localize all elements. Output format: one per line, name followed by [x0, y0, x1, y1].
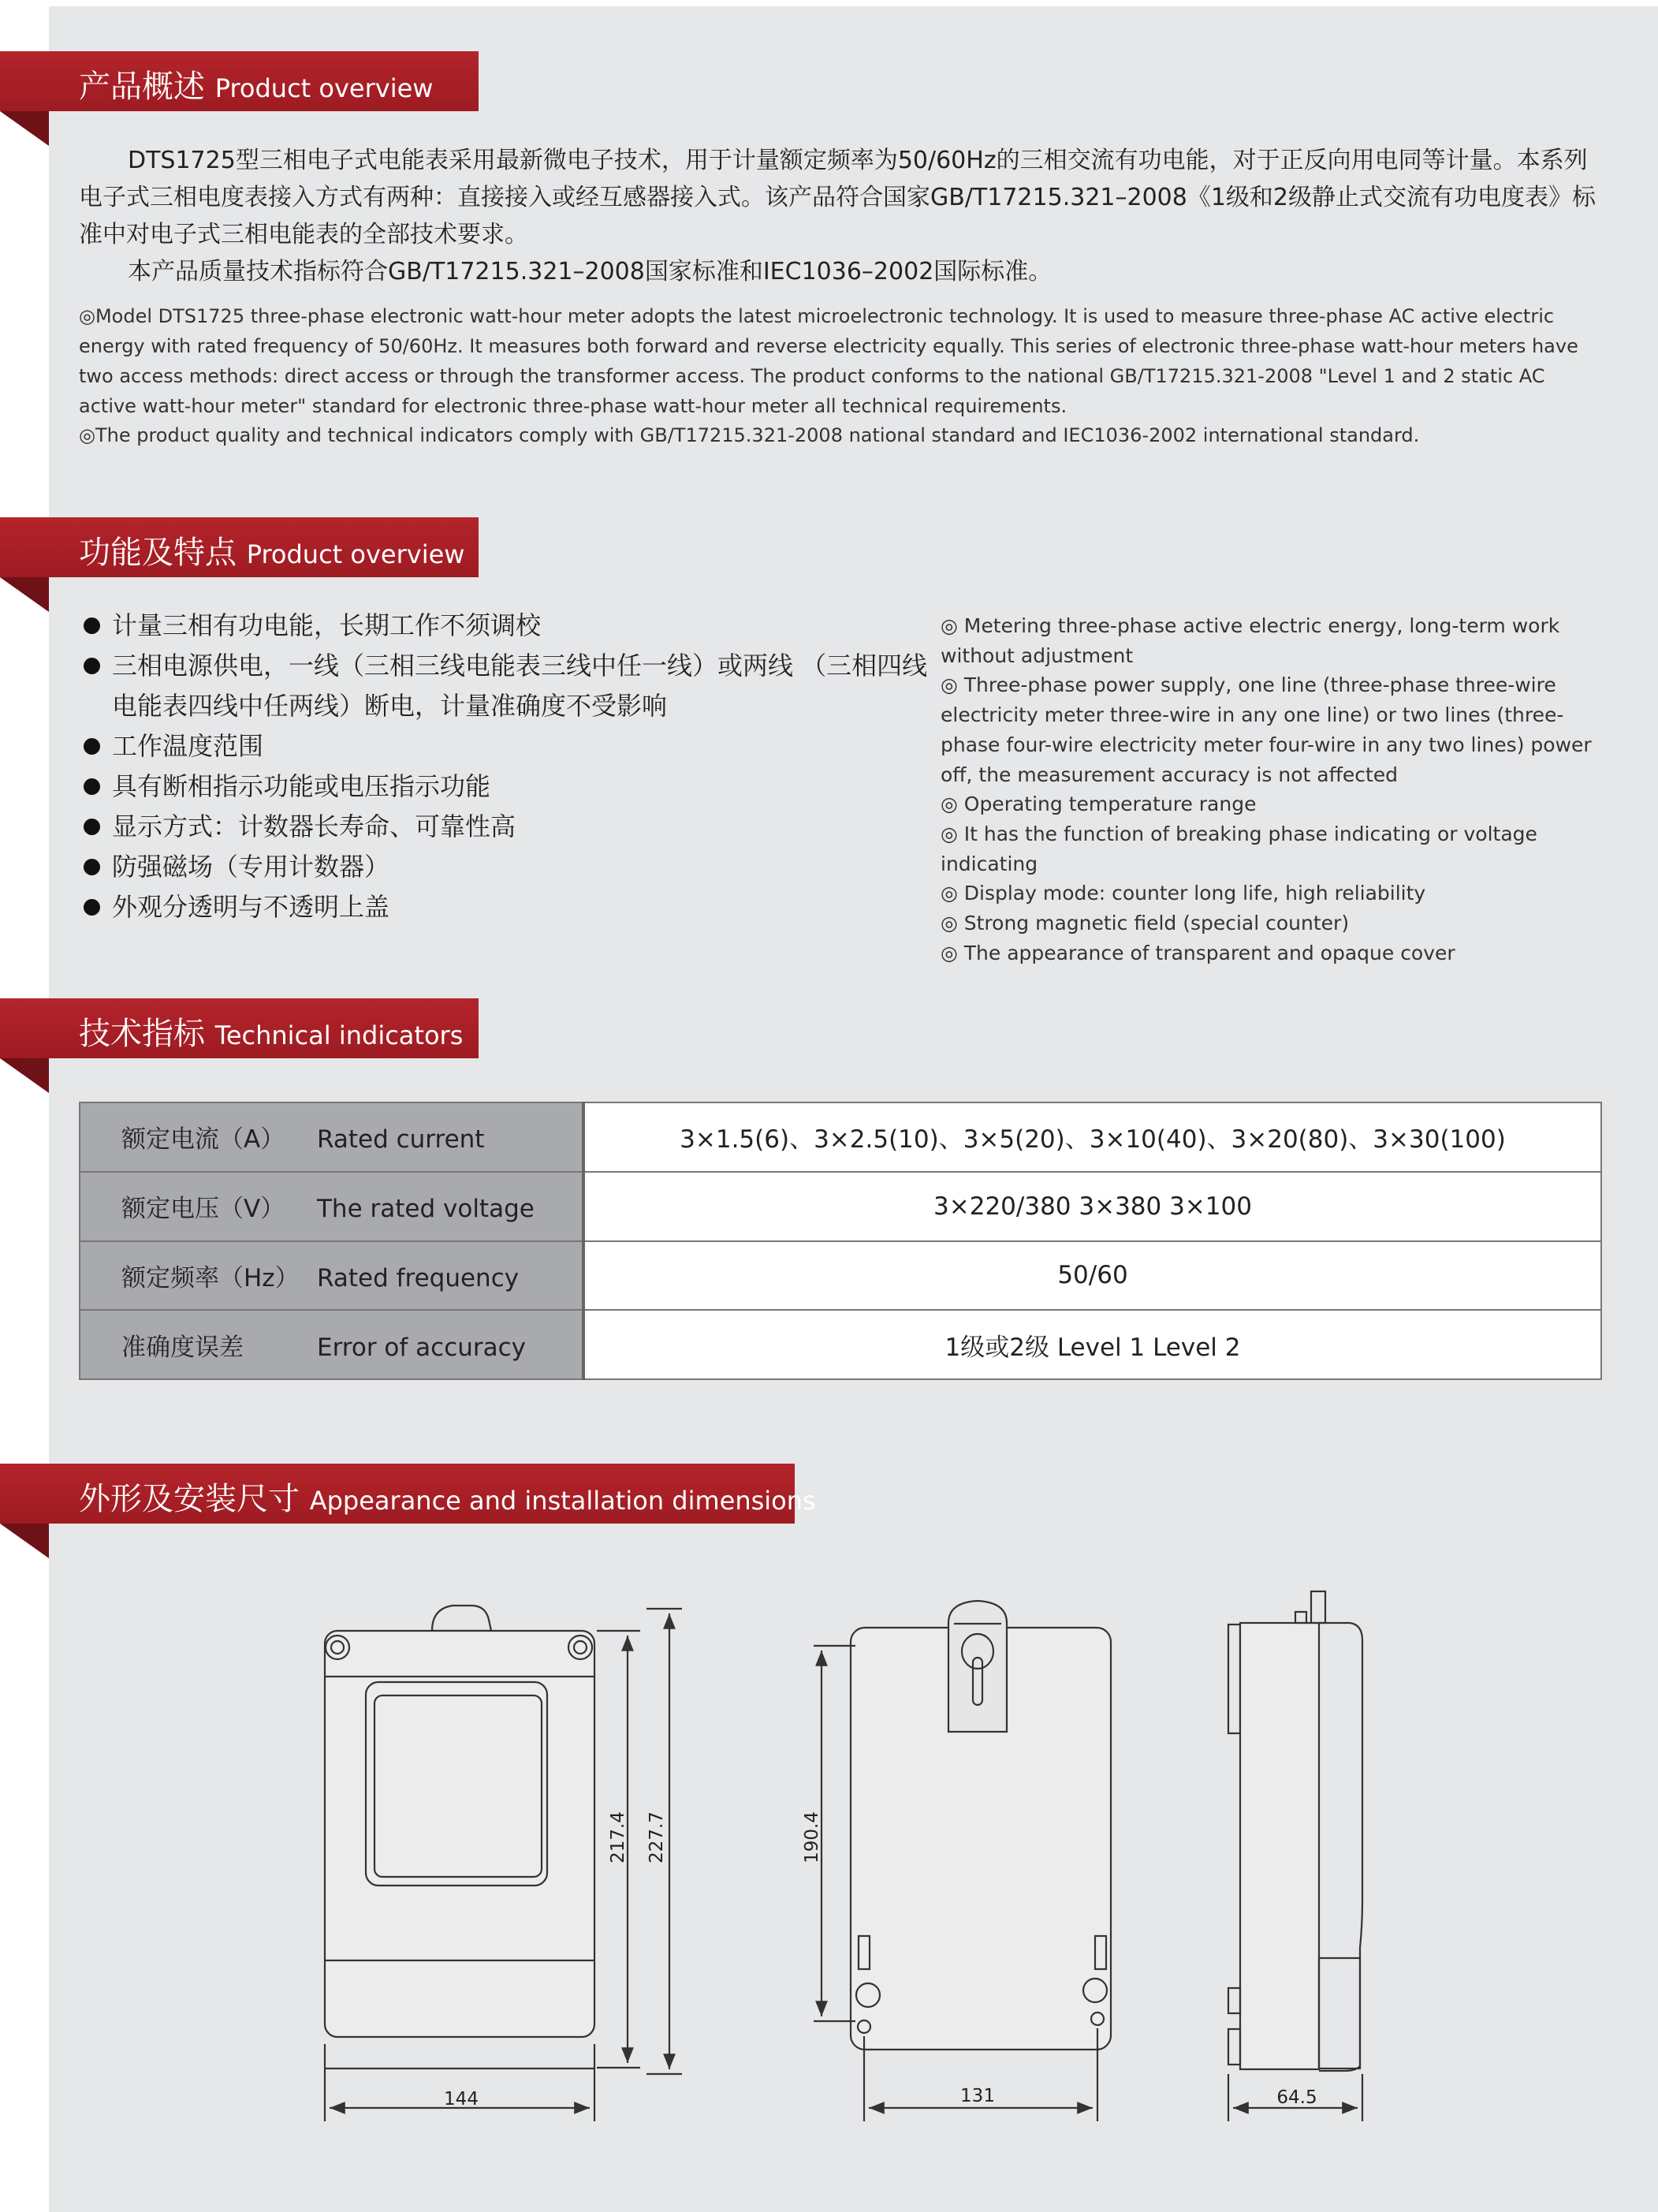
feature-item-en: ◎ Metering three-phase active electric energy, long-term work without adjustment — [941, 614, 1560, 667]
spec-value-cell: 50/60 — [583, 1241, 1601, 1311]
bullet-icon — [84, 738, 100, 755]
front-height-inner-label: 217.4 — [608, 1811, 628, 1863]
feature-item-zh: 三相电源供电，一线（三相三线电能表三线中任一线）或两线 （三相四线电能表四线中任两线）断电，计量准确度不受影响 — [79, 646, 930, 726]
spec-table — [79, 1102, 1602, 1380]
overview-header — [0, 51, 479, 111]
overview-paragraph-zh-1: DTS1725型三相电子式电能表采用最新微电子技术，用于计量额定频率为50/60Hz的三相交流有功电能，对于正反向用电同等计量。本系列电子式三相电度表接入方式有两种：直接接入或经互感器接入式。该产品符合国家GB/T17215.321–2008《1级和2级静止式交流有功电度表》标准中对电子式三相电能表的全部技术要求。 — [79, 147, 1597, 248]
overview-paragraph-en-1: ◎Model DTS1725 three-phase electronic watt-hour meter adopts the latest microelectronic technology. It is used to measure three-phase AC active electric energy with rated frequency of 50/60Hz. It measures both forward and reverse electricity equally. This series of electronic three-phase watt-hour meters have two access methods: direct access or through the transformer access. The product conforms to the national GB/T17215.321-2008 "Level 1 and 2 static AC active watt-hour meter" standard for electronic three-phase watt-hour meter all technical requirements. — [79, 305, 1578, 417]
overview-title-zh: 产品概述 — [79, 69, 205, 105]
back-width-label: 131 — [960, 2086, 995, 2106]
bullet-icon — [84, 617, 100, 634]
side-depth-label: 64.5 — [1276, 2087, 1317, 2108]
feature-item-zh: 工作温度范围 — [79, 726, 930, 767]
spec-label-cell: 额定频率（Hz） Rated frequency — [80, 1241, 583, 1311]
feature-item-zh: 计量三相有功电能，长期工作不须调校 — [79, 606, 930, 646]
bullet-icon — [84, 778, 100, 795]
back-height-label: 190.4 — [802, 1811, 822, 1863]
feature-item-en: ◎ Operating temperature range — [941, 793, 1257, 816]
feature-item-en: ◎ Display mode: counter long life, high reliability — [941, 882, 1426, 905]
features-list-en — [941, 611, 1611, 968]
spec-label-cell: 准确度误差 Error of accuracy — [80, 1310, 583, 1379]
technical-title-en: Technical indicators — [214, 1020, 464, 1050]
feature-item-en: ◎ It has the function of breaking phase indicating or voltage indicating — [941, 822, 1537, 875]
feature-item-en: ◎ Strong magnetic field (special counter) — [941, 912, 1350, 935]
overview-paragraph-zh-2: 本产品质量技术指标符合GB/T17215.321–2008国家标准和IEC1036–2002国际标准。 — [128, 258, 1053, 285]
feature-item-zh: 防强磁场（专用计数器） — [79, 847, 930, 887]
front-height-outer-label: 227.7 — [646, 1811, 667, 1863]
feature-item-zh: 外观分透明与不透明上盖 — [79, 887, 930, 927]
features-header-fold — [0, 577, 49, 612]
dimensions-header — [0, 1464, 816, 1524]
feature-item-en: ◎ The appearance of transparent and opaque cover — [941, 941, 1455, 964]
feature-item-en: ◎ Three-phase power supply, one line (three-phase three-wire electricity meter three-wire in any one line) or two lines (three-phase four-wire electricity meter four-wire in any two lines) power off, the measurement accuracy is not affected — [941, 673, 1592, 786]
spec-label-cell: 额定电流（A） Rated current — [80, 1102, 583, 1172]
bullet-icon — [84, 859, 100, 875]
dimensions-title-zh: 外形及安装尺寸 — [79, 1481, 300, 1517]
feature-item-zh: 显示方式：计数器长寿命、可靠性高 — [79, 807, 930, 847]
spec-value-cell: 1级或2级 Level 1 Level 2 — [583, 1310, 1601, 1379]
overview-title-en: Product overview — [214, 73, 434, 103]
features-title-en: Product overview — [246, 539, 465, 569]
features-title-zh: 功能及特点 — [79, 535, 237, 571]
overview-paragraph-en-2: ◎The product quality and technical indicators comply with GB/T17215.321-2008 national standard and IEC1036-2002 international standard. — [79, 424, 1420, 446]
bullet-icon — [84, 899, 100, 916]
technical-title-zh: 技术指标 — [79, 1016, 205, 1052]
spec-value-cell: 3×1.5(6)、3×2.5(10)、3×5(20)、3×10(40)、3×20(80)、3×30(100) — [583, 1102, 1601, 1172]
technical-header-fold — [0, 1058, 49, 1093]
spec-value-cell: 3×220/380 3×380 3×100 — [583, 1172, 1601, 1241]
features-list-zh — [79, 606, 930, 927]
feature-item-zh: 具有断相指示功能或电压指示功能 — [79, 767, 930, 807]
bullet-icon — [84, 819, 100, 835]
front-width-label: 144 — [444, 2089, 479, 2109]
table-row — [80, 1241, 1601, 1311]
dimensions-title-en: Appearance and installation dimensions — [309, 1486, 816, 1516]
dimensions-header-fold — [0, 1524, 49, 1558]
bullet-icon — [84, 658, 100, 674]
spec-label-cell: 额定电压（V） The rated voltage — [80, 1172, 583, 1241]
overview-header-fold — [0, 111, 49, 146]
table-row — [80, 1102, 1601, 1172]
features-header — [0, 517, 479, 577]
table-row — [80, 1310, 1601, 1379]
table-row — [80, 1172, 1601, 1241]
technical-header — [0, 998, 479, 1058]
